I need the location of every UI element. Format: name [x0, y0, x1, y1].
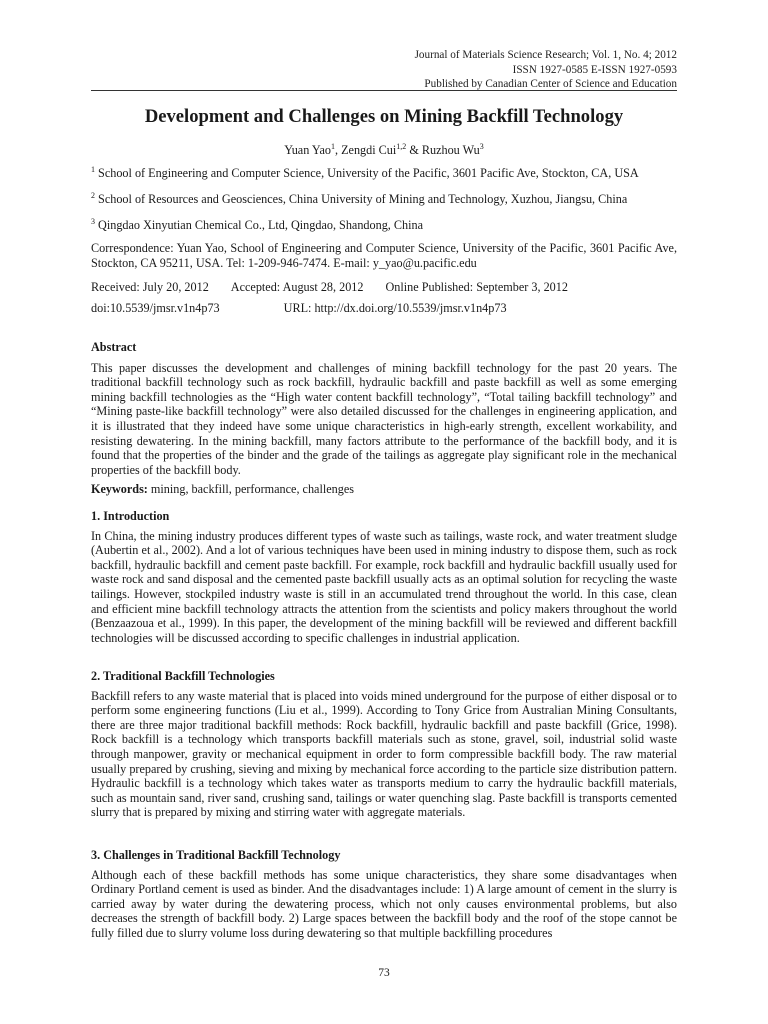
section-traditional-backfill [91, 669, 677, 820]
affiliation [91, 189, 677, 207]
affiliation-text: School of Resources and Geosciences, China University of Mining and Technology, Xuzhou, Jiangsu, China [98, 192, 628, 207]
affiliation-marker: 2 [91, 191, 95, 201]
affiliation [91, 215, 677, 233]
author-list: Yuan Yao$^1$, Zengdi Cui$^{1,2}$ & Ruzhou Wu$^3$ [284, 142, 484, 158]
section-introduction [91, 509, 677, 645]
author-name: Ruzhou Wu [421, 143, 480, 158]
published-date: Online Published: September 3, 2012 [385, 280, 568, 294]
affiliation-marker: 3 [91, 217, 95, 227]
accepted-date: Accepted: August 28, 2012 [230, 280, 364, 294]
affiliation-text: Qingdao Xinyutian Chemical Co., Ltd, Qingdao, Shandong, China [98, 218, 424, 233]
affiliation-text: School of Engineering and Computer Science, University of the Pacific, 3601 Pacific Ave, Stockton, CA, USA [98, 166, 639, 181]
keywords [91, 482, 677, 497]
section-body: Although each of these backfill methods has some unique characteristics, they share some disadvantages when Ordinary Portland cement is used as binder. And the disadvantages include: 1) A large amount of cement in the slurry is carried away by water during the dewatering process, which not only causes environmental problems, but also decreases the strength of backfill body. 2) Large spaces between the backfill body and the roof of the stope cannot be fully filled due to slurry volume loss during dewatering so that multiple backfilling procedures [91, 867, 677, 940]
received-date: Received: July 20, 2012 [91, 280, 209, 294]
article-meta [91, 280, 677, 315]
section-body: In China, the mining industry produces different types of waste such as tailings, waste rock, and water treatment sludge (Aubertin et al., 2002). And a lot of various techniques have been used in mining industry to dispose them, such as rock backfill, hydraulic backfill and cement paste backfill. For example, rock backfill and hydraulic backfill usually used for waste rock and sand disposal and the cemented paste backfill usually acts as an optimal solution for recycling the waste tailings. However, stockpiled industry waste is still in an accumulated trend throughout the world. In this case, clean and efficient mine backfill technology attracts the attention from the scientists and policy makers throughout the world (Benzaazoua et al., 1999). In this paper, the development of the mining backfill will be reviewed and different backfill technologies will be discussed according to specific challenges in industrial application. [91, 528, 677, 645]
keywords-label: Keywords: [91, 482, 148, 497]
page-number: 73 [378, 967, 390, 979]
correspondence: Correspondence: Yuan Yao, School of Engineering and Computer Science, University of the Pacific, 3601 Pacific Ave, Stockton, CA 95211, USA. Tel: 1-209-946-7474. E-mail: y_yao@u.pacific.edu [91, 241, 677, 271]
doi-line [91, 301, 677, 316]
section-challenges [91, 848, 677, 941]
author-affiliation-marker: 1,2 [396, 142, 407, 151]
journal-header-line1: Journal of Materials Science Research; Vol. 1, No. 4; 2012 [414, 49, 677, 61]
section-heading: 2. Traditional Backfill Technologies [91, 669, 275, 683]
author-name: Yuan Yao [284, 143, 331, 158]
doi: doi:10.5539/jmsr.v1n4p73 [91, 300, 220, 315]
affiliation-marker: 1 [91, 165, 95, 174]
author-separator: & [406, 143, 422, 158]
journal-header [415, 48, 677, 92]
author-affiliation-marker: 3 [479, 142, 484, 151]
abstract-section [91, 340, 677, 497]
article-url[interactable]: URL: http://dx.doi.org/10.5539/jmsr.v1n4p73 [283, 300, 507, 315]
section-heading: 3. Challenges in Traditional Backfill Technology [91, 848, 341, 862]
section-body: Backfill refers to any waste material that is placed into voids mined underground for the purpose of either disposal or to perform some engineering functions (Liu et al., 1999). According to Tony Grice from Australian Mining Consultants, there are three major traditional backfill methods: Rock backfill, hydraulic backfill and paste backfill (Grice, 1998). Rock backfill is a technology which transports backfill materials such as stone, gravel, soil, industrial solid waste through manpower, gravity or mechanical equipment in order to form compressible backfill body. The raw material usually prepared by crushing, sieving and mixing by mechanical force according to the particle size distribution pattern. Hydraulic backfill is a technology which takes water as transports medium to carry the hydraulic backfill materials, such as mountain sand, river sand, crushing sand, tailings or water quenching slag. Paste backfill is transports cemented slurry that is prepared by mixing and stirring water with aggregate materials. [91, 688, 677, 820]
abstract-heading: Abstract [91, 340, 137, 354]
dates-line [91, 280, 677, 295]
keywords-text: mining, backfill, performance, challenges [147, 482, 354, 497]
paper-title: Development and Challenges on Mining Backfill Technology [144, 106, 624, 127]
author-name: Zengdi Cui [341, 143, 397, 158]
affiliations [91, 163, 677, 279]
section-heading: 1. Introduction [91, 509, 170, 523]
header-divider [91, 90, 677, 91]
journal-header-line3: Published by Canadian Center of Science and Education [424, 78, 677, 90]
author-affiliation-marker: 1 [331, 142, 335, 151]
journal-header-line2: ISSN 1927-0585 E-ISSN 1927-0593 [512, 63, 677, 76]
affiliation [91, 163, 677, 181]
abstract-text: This paper discusses the development and challenges of mining backfill technology for the past 20 years. The traditional backfill technology such as rock backfill, hydraulic backfill and paste backfill as well as some emerging mining backfill technologies as the “High water content backfill technology”, “Total tailing backfill technology” and “Mining paste-like backfill technology” were also detailed discussed for the challenges in engineering application, and it is illustrated that they indeed have some unique characteristics in high-early strength, excellent workability, and resisting dewatering. In the mining backfill, many factors attribute to the performance of the backfill body, and it is found that the properties of the binder and the grade of the tailings as aggregate play significant role in the mechanical properties of the backfill body. [91, 360, 677, 477]
